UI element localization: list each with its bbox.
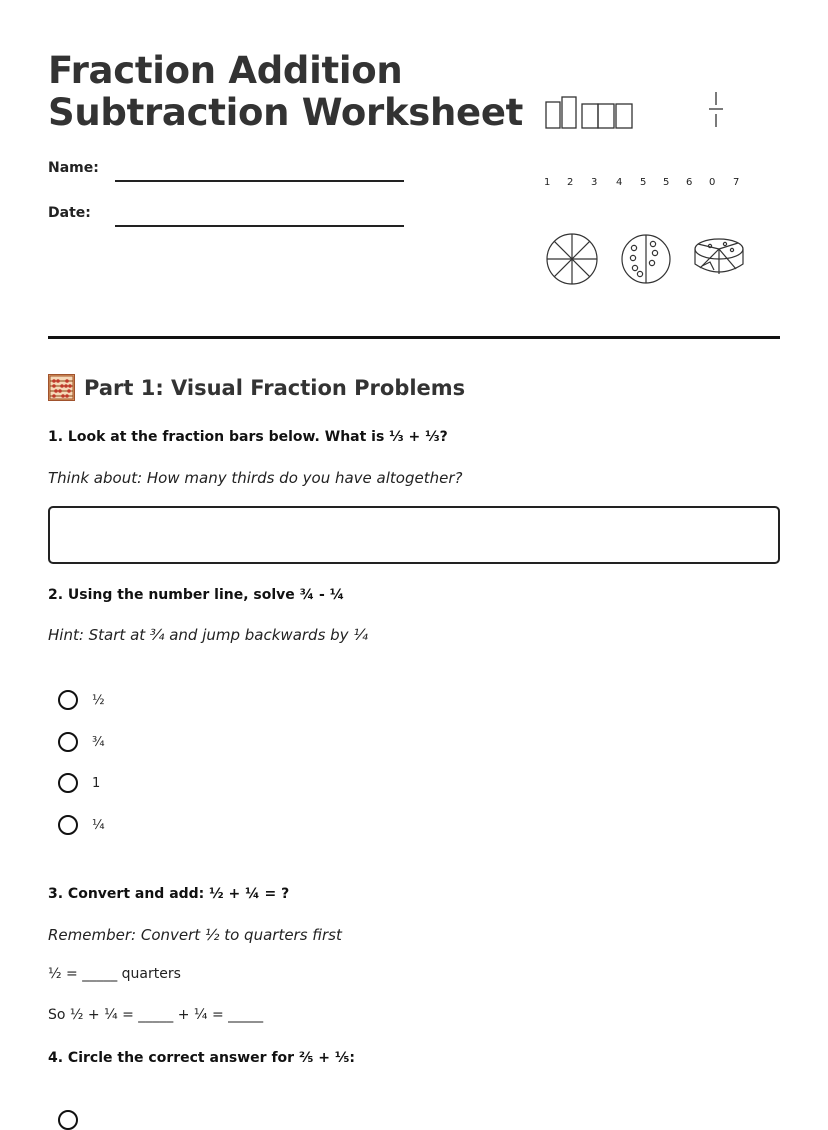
option-label: 1 <box>92 775 101 791</box>
section-title: Part 1: Visual Fraction Problems <box>84 375 466 400</box>
question-2-option-3[interactable] <box>58 773 100 793</box>
section-divider <box>48 336 780 339</box>
question-2-option-1[interactable] <box>58 690 105 710</box>
number-line-label: 6 <box>686 177 693 188</box>
radio-button[interactable] <box>58 1110 78 1130</box>
question-2-option-2[interactable] <box>58 732 105 752</box>
question-4: 4. Circle the correct answer for ⅖ + ⅕: <box>48 1050 355 1066</box>
radio-button[interactable] <box>58 690 78 710</box>
question-3-hint: Remember: Convert ½ to quarters first <box>48 926 342 944</box>
fraction-bars-icon <box>544 96 636 130</box>
number-line-label: 7 <box>733 177 740 188</box>
question-3: 3. Convert and add: ½ + ¼ = ? <box>48 886 290 902</box>
question-1-hint: Think about: How many thirds do you have altogether? <box>48 469 463 487</box>
pie-dots-icon <box>620 233 672 285</box>
date-field[interactable] <box>115 225 404 227</box>
option-label: ½ <box>92 692 105 708</box>
title-line-2: Subtraction Worksheet <box>48 91 524 134</box>
date-label: Date: <box>48 205 91 221</box>
fraction-symbol-icon <box>706 90 726 130</box>
name-field[interactable] <box>115 180 404 182</box>
radio-button[interactable] <box>58 815 78 835</box>
question-4-option-1[interactable] <box>58 1110 78 1130</box>
question-3-line-2: So ½ + ¼ = _____ + ¼ = _____ <box>48 1007 264 1023</box>
question-2-option-4[interactable] <box>58 815 105 835</box>
title-line-1: Fraction Addition <box>48 49 403 92</box>
number-line-label: 5 <box>663 177 670 188</box>
abacus-icon <box>48 374 75 401</box>
pie-eighths-icon <box>545 232 599 286</box>
number-line-label: 5 <box>640 177 647 188</box>
page-title <box>48 50 523 134</box>
question-2-hint: Hint: Start at ¾ and jump backwards by ¼ <box>48 626 368 644</box>
radio-button[interactable] <box>58 732 78 752</box>
number-line-label: 3 <box>591 177 598 188</box>
cake-slices-icon <box>692 236 746 280</box>
question-1: 1. Look at the fraction bars below. What is ⅓ + ⅓? <box>48 429 448 445</box>
number-line-label: 4 <box>616 177 623 188</box>
option-label: ¾ <box>92 734 105 750</box>
question-3-line-1: ½ = _____ quarters <box>48 966 181 982</box>
question-1-answer-box[interactable] <box>48 506 780 564</box>
number-line-label: 2 <box>567 177 574 188</box>
section-heading <box>48 374 465 401</box>
number-line-label: 1 <box>544 177 551 188</box>
radio-button[interactable] <box>58 773 78 793</box>
name-label: Name: <box>48 160 99 176</box>
option-label: ¼ <box>92 817 105 833</box>
question-2: 2. Using the number line, solve ¾ - ¼ <box>48 587 345 603</box>
number-line-label: 0 <box>709 177 716 188</box>
